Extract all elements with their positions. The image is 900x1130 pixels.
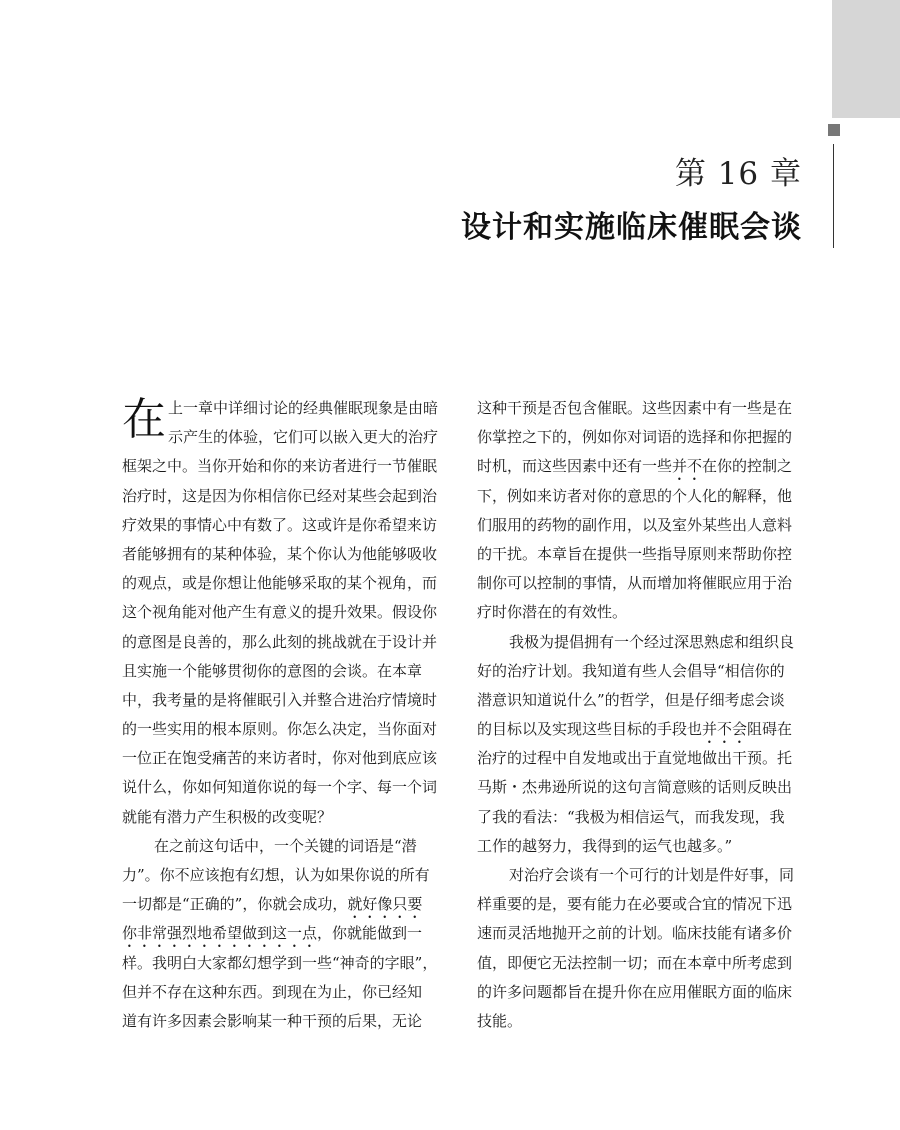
page-corner-tab — [832, 0, 900, 118]
text-line: 在之前这句话中，一个关键的词语是“潜 — [154, 836, 417, 855]
text-line: 这个视角能对他产生有意义的提升效果。假设你 — [122, 603, 438, 622]
emphasis-text: 你非常强烈地希望做到这一点 — [122, 924, 318, 943]
text-line: 的干扰。本章旨在提供一些指导原则来帮助你控 — [477, 544, 793, 563]
text-line: 下，例如来访者对你的意思的个人化的解释，他 — [477, 486, 793, 505]
text-line: 速而灵活地抛开之前的计划。临床技能有诸多价 — [477, 924, 793, 943]
text-line: 样重要的是，要有能力在必要或合宜的情况下迅 — [477, 895, 793, 914]
opening-paragraph — [122, 394, 452, 452]
text-line: 这种干预是否包含催眠。这些因素中有一些是在 — [477, 399, 793, 417]
emphasis-text: 并不会 — [702, 720, 748, 739]
text-line — [477, 715, 807, 744]
text-segment: 的目标以及实现这些目标的手段也 — [477, 720, 703, 739]
text-line: 但并不存在这种东西。到现在为止，你已经知 — [122, 982, 423, 1001]
text-line: 值，即便它无法控制一切；而在本章中所考虑到 — [477, 953, 793, 972]
text-segment: 时机，而这些因素中还有一些 — [477, 457, 673, 476]
text-line: 们服用的药物的副作用，以及室外某些出人意料 — [477, 515, 793, 534]
right-column — [477, 394, 807, 1036]
vertical-rule — [833, 144, 834, 248]
text-line: 的一些实用的根本原则。你怎么决定，当你面对 — [122, 720, 438, 739]
chapter-number: 第 16 章 — [674, 156, 802, 192]
text-line: 了我的看法：“我极为相信运气，而我发现，我 — [477, 807, 785, 826]
text-segment: ，你就能做到一 — [317, 924, 423, 943]
text-line — [122, 919, 452, 948]
text-line: 中，我考量的是将催眠引入并整合进治疗情境时 — [122, 690, 438, 709]
text-line: 潜意识知道说什么”的哲学，但是仔细考虑会谈 — [477, 690, 785, 709]
text-line — [477, 452, 807, 481]
text-line: 工作的越努力，我得到的运气也越多。” — [477, 836, 733, 855]
text-line: 治疗时，这是因为你相信你已经对某些会起到治 — [122, 486, 438, 505]
text-line: 技能。 — [477, 1011, 523, 1030]
text-line: 且实施一个能够贯彻你的意图的会谈。在本章 — [122, 661, 423, 680]
text-line: 说什么，你如何知道你说的每一个字、每一个词 — [122, 778, 438, 797]
text-line: 的意图是良善的，那么此刻的挑战就在于设计并 — [122, 632, 438, 651]
text-line: 一位正在饱受痛苦的来访者时，你对他到底应该 — [122, 749, 438, 768]
text-line: 你掌控之下的，例如你对词语的选择和你把握的 — [477, 428, 793, 447]
text-line: 框架之中。当你开始和你的来访者进行一节催眠 — [122, 457, 438, 476]
text-segment: 在你的控制之 — [702, 457, 793, 476]
text-line: 马斯・杰弗逊所说的这句言简意赅的话则反映出 — [477, 778, 793, 797]
text-line: 道有许多因素会影响某一种干预的后果，无论 — [122, 1011, 423, 1030]
text-line: 我极为提倡拥有一个经过深思熟虑和组织良 — [509, 632, 795, 651]
text-line: 样。我明白大家都幻想学到一些“神奇的字眼”， — [122, 953, 438, 972]
text-line: 就能有潜力产生积极的改变呢？ — [122, 807, 333, 826]
text-line: 对治疗会谈有一个可行的计划是件好事，同 — [509, 866, 795, 884]
drop-cap: 在 — [122, 394, 166, 445]
emphasis-text: 并不 — [672, 457, 703, 476]
text-line: 示产生的体验，它们可以嵌入更大的治疗 — [168, 428, 439, 447]
text-line: 力”。你不应该抱有幻想，认为如果你说的所有 — [122, 866, 430, 884]
text-line: 者能够拥有的某种体验，某个你认为他能够吸收 — [122, 544, 438, 563]
text-line: 治疗的过程中自发地或出于直觉地做出干预。托 — [477, 749, 793, 768]
text-line: 制你可以控制的事情，从而增加将催眠应用于治 — [477, 574, 793, 593]
chapter-title: 设计和实施临床催眠会谈 — [461, 210, 802, 245]
text-segment: 阻碍在 — [747, 720, 793, 739]
text-line — [122, 890, 452, 919]
text-line: 的观点，或是你想让他能够采取的某个视角，而 — [122, 574, 438, 593]
text-line: 的许多问题都旨在提升你在应用催眠方面的临床 — [477, 982, 793, 1001]
emphasis-text: 就好像只要 — [347, 895, 423, 914]
text-segment: 一切都是“正确的”，你就会成功， — [122, 895, 348, 914]
text-line: 好的治疗计划。我知道有些人会倡导“相信你的 — [477, 661, 785, 680]
text-line: 疗效果的事情心中有数了。这或许是你希望来访 — [122, 515, 438, 534]
page-marker-square — [828, 124, 840, 136]
text-line: 上一章中详细讨论的经典催眠现象是由暗 — [168, 399, 439, 417]
text-line: 疗时你潜在的有效性。 — [477, 603, 628, 622]
left-column — [122, 394, 452, 1036]
